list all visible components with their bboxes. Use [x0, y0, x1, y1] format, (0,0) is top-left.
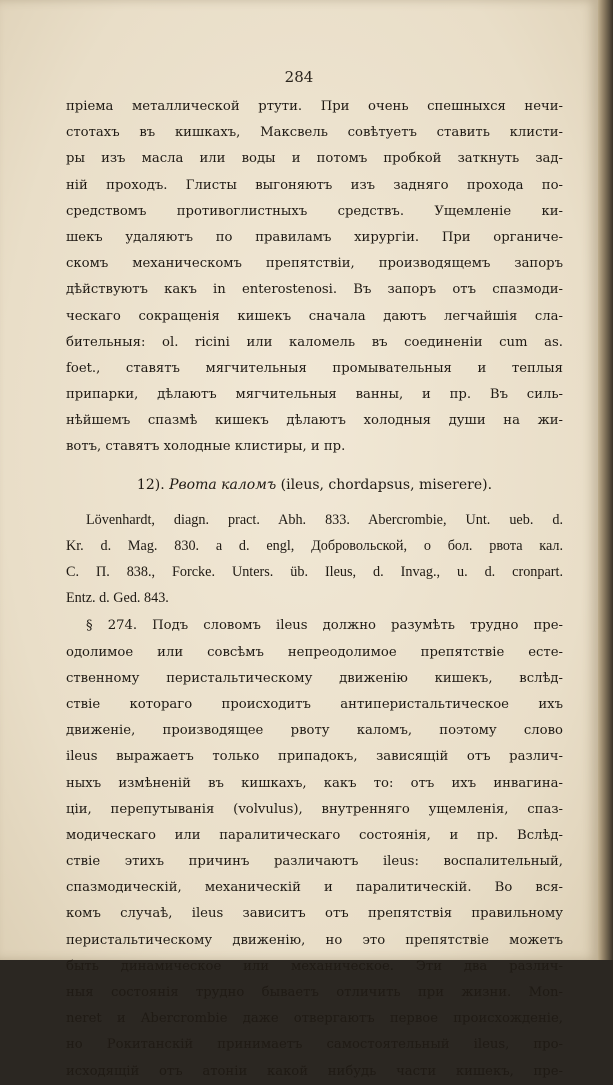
text-line: спазмодическій, механическій и паралитическій. Во вся- — [66, 880, 563, 896]
paragraph-274 — [66, 613, 563, 1084]
text-line: foet., ставятъ мягчительныя промывательныя и теплыя — [66, 360, 563, 376]
text-line: дѣйствуютъ какъ in enterostenosi. Въ запоръ отъ спазмоди- — [66, 282, 563, 298]
text-line: ныхъ измѣненій въ кишкахъ, какъ то: отъ ихъ инвагина- — [66, 775, 563, 791]
text-line: ныя состоянія трудно бываетъ отличить при жизни. Mon- — [66, 985, 563, 1000]
text-line: § 274. Подъ словомъ ileus должно разумѣть трудно пре- — [86, 618, 563, 634]
reference-line: С. П. 838., Forcke. Unters. üb. Ileus, d. Invag., u. d. cronpart. — [66, 564, 563, 580]
text-line: но Рокитанскій принимаетъ самостоятельный ileus, про- — [66, 1037, 563, 1053]
text-line: одолимое или совсѣмъ непреодолимое препятствіе есте- — [66, 644, 563, 660]
reference-line: Entz. d. Ged. 843. — [66, 590, 169, 607]
section-latin-title: (ileus, chordapsus, miserere). — [280, 476, 493, 493]
text-line: пріема металлической ртути. При очень спешныхся нечи- — [66, 99, 563, 114]
text-line: припарки, дѣлаютъ мягчительныя ванны, и пр. Въ силь- — [66, 387, 563, 403]
paragraph-top — [66, 94, 563, 461]
text-line: модическаго или паралитическаго состоянія, и пр. Вслѣд- — [66, 827, 563, 843]
text-line: ileus выражаетъ только припадокъ, зависящій отъ различ- — [66, 749, 563, 765]
text-line: стотахъ въ кишкахъ, Максвель совѣтуетъ ставить клисти- — [66, 125, 563, 141]
text-line: комъ случаѣ, ileus зависитъ отъ препятствія правильному — [66, 906, 563, 922]
section-title: Рвота каломъ — [169, 476, 277, 493]
text-line: исходящій отъ атоніи какой нибудь части кишекъ, пре- — [66, 1063, 563, 1079]
text-line: ственному перистальтическому движенію кишекъ, вслѣд- — [66, 670, 563, 686]
reference-line: Kr. d. Mag. 830. a d. engl, Добровольской, о бол. рвота кал. — [66, 537, 563, 554]
reference-line: Lövenhardt, diagn. pract. Abh. 833. Abercrombie, Unt. ueb. d. — [86, 511, 563, 528]
text-line: вотъ, ставятъ холодные клистиры, и пр. — [66, 439, 346, 455]
text-line: шекъ удаляютъ по правиламъ хирургіи. При органиче- — [66, 229, 563, 245]
text-line: neret и Abercrombie даже отвергаютъ первое происхожденіе, — [66, 1011, 563, 1027]
text-line: ціи, перепутыванія (volvulus), внутренняго ущемленія, спаз- — [66, 801, 563, 817]
text-line: скомъ механическомъ препятствіи, производящемъ запоръ — [66, 256, 563, 272]
text-line: перистальтическому движенію, но это препятствіе можетъ — [66, 932, 563, 948]
text-line: ческаго сокращенія кишекъ сначала даютъ легчайшія сла- — [66, 308, 563, 324]
text-line: быть динамическое или механическое. Эти два различ- — [66, 958, 563, 974]
text-line: движеніе, производящее рвоту каломъ, поэтому слово — [66, 723, 563, 739]
text-line: ній проходъ. Глисты выгоняютъ изъ задняго прохода по- — [66, 177, 563, 193]
page-edge — [598, 0, 613, 960]
section-number: 12). — [136, 476, 165, 493]
page-number: 284 — [284, 68, 314, 86]
section-heading — [66, 467, 563, 503]
text-line: ры изъ масла или воды и потомъ пробкой заткнуть зад- — [66, 151, 563, 167]
text-line: бительныя: ol. ricini или каломель въ соединеніи cum as. — [66, 334, 563, 350]
text-line: средствомъ противоглистныхъ средствъ. Ущемленіе ки- — [66, 203, 563, 219]
references — [66, 507, 563, 612]
text-line: нѣйшемъ спазмѣ кишекъ дѣлаютъ холодныя души на жи- — [66, 413, 563, 429]
text-line: ствіе этихъ причинъ различаютъ ileus: воспалительный, — [66, 854, 563, 870]
text-block — [66, 94, 563, 1085]
text-line: ствіе котораго происходитъ антиперистальтическое ихъ — [66, 696, 563, 712]
